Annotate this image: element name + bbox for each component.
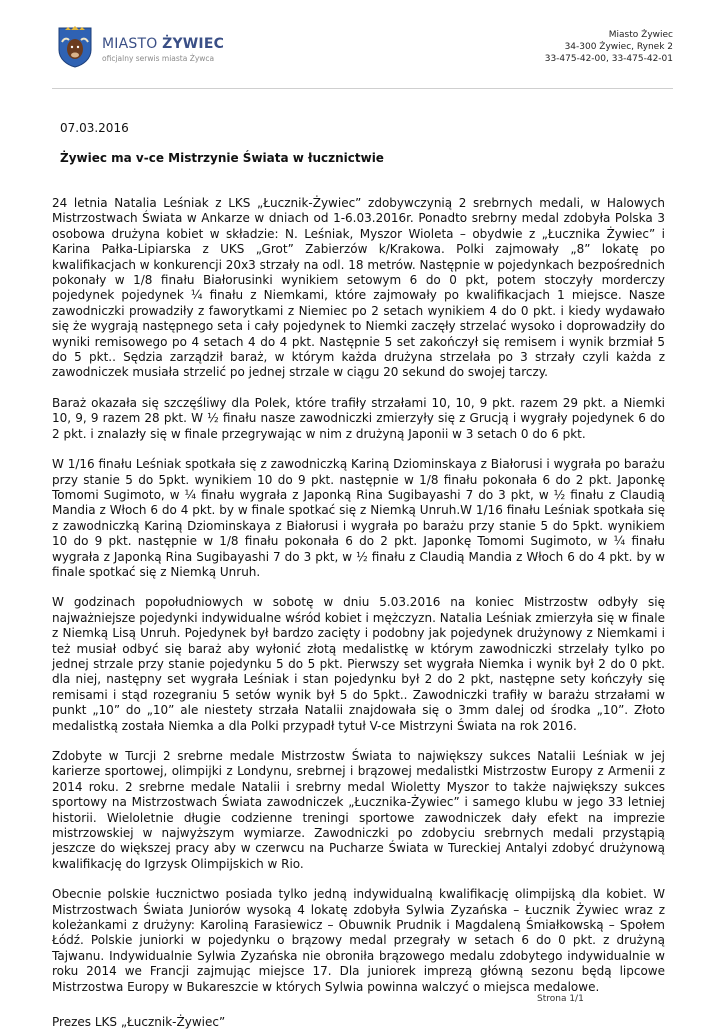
- brand-tagline: oficjalny serwis miasta Żywca: [102, 54, 215, 63]
- paragraph: W 1/16 finału Leśniak spotkała się z zawodniczką Kariną Dziominskaya z Białorusi i wygrała po barażu przy stanie 5 do 5pkt. wynikiem 10 do 9 pkt. następnie w 1/8 finału pokonała 6 do 2 pkt. Japonkę Tomomi Sugimoto, w ¼ finału wygrała z Japonką Rina Sugibayashi 7 do 3 pkt, w ½ finału z Claudią Mandia z Włoch 6 do 4 pkt. by w finale spotkać się z Niemką Unruh.W 1/16 finału Leśniak spotkała się z zawodniczką Kariną Dziominskaya z Białorusi i wygrała po barażu przy stanie 5 do 5pkt. wynikiem 10 do 9 pkt. następnie w 1/8 finału pokonała 6 do 2 pkt. Japonkę Tomomi Sugimoto, w ¼ finału wygrała z Japonką Rina Sugibayashi 7 do 3 pkt, w ½ finału z Claudią Mandia z Włoch 6 do 4 pkt. by w finale spotkać się z Niemką Unruh.: [52, 457, 665, 579]
- header-divider: [52, 88, 673, 89]
- coat-of-arms-icon: [56, 26, 94, 68]
- paragraph: 24 letnia Natalia Leśniak z LKS „Łucznik-Żywiec” zdobywczynią 2 srebrnych medali, w Halowych Mistrzostwach Świata w Ankarze w dniach od 1-6.03.2016r. Ponadto srebrny medal zdobyła Polska 3 osobowa drużyna kobiet w składzie: N. Leśniak, Myszor Wioleta – obydwie z „Łucznika Żywiec” i Karina Pałka-Lipiarska z UKS „Grot” Zabierzów k/Krakowa. Polki zajmowały „8” lokatę po kwalifikacjach w konkurencji 20x3 strzały na odl. 18 metrów. Następnie w pojedynkach bezpośrednich pokonały w 1/8 finału Białorusinki wynikiem setowym 6 do 0 pkt, potem stoczyły morderczy pojedynek pojedynek ¼ finału z Niemkami, które zajmowały po kwalifikacjach 1 miejsce. Nasze zawodniczki prowadziły z faworytkami z Niemiec po 2 setach wynikiem 4 do 0 pkt. i kiedy wydawało się że wygrają następnego seta i cały pojedynek to Niemki zaczęły strzelać wysoko i doprowadziły do wyniki remisowego po 4 setach 4 do 4 pkt. Następnie 5 set zakończył się remisem i wynik brzmiał 5 do 5 pkt.. Sędzia zarządził baraż, w którym każda drużyna strzelała po 3 strzały czyli każda z zawodniczek musiała strzelić po jednej strzale w ciągu 20 sekund do swojej tarczy.: [52, 196, 665, 380]
- address-phones: 33-475-42-00, 33-475-42-01: [544, 54, 673, 64]
- article-title: Żywiec ma v-ce Mistrzynie Świata w łucznictwie: [60, 151, 384, 165]
- address-city: Miasto Żywiec: [608, 30, 673, 40]
- paragraph: Obecnie polskie łucznictwo posiada tylko jedną indywidualną kwalifikację olimpijską dla kobiet. W Mistrzostwach Świata Juniorów wysoką 4 lokatę zdobyła Sylwia Zyzańska – Łucznik Żywiec wraz z koleżankami z drużyny: Karoliną Farasiewicz – Obuwnik Prudnik i Magdaleną Śmiałkowską – Społem Łódź. Polskie juniorki w pojedynku o brązowy medal przegrały w setach 6 do 0 pkt. z drużyną Tajwanu. Indywidualnie Sylwia Zyzańska nie obroniła brązowego medalu zdobytego indywidualnie w roku 2014 we Francji zajmując miejsce 17. Dla juniorek imprezą główną sezonu będą lipcowe Mistrzostwa Europy w Bukareszcie w których Sylwia powinna walczyć o miejsca medalowe.: [52, 887, 665, 994]
- city-address: [545, 29, 673, 65]
- address-street: 34-300 Żywiec, Rynek 2: [564, 42, 673, 52]
- page-number: Strona 1/1: [537, 994, 584, 1004]
- paragraph: W godzinach popołudniowych w sobotę w dniu 5.03.2016 na koniec Mistrzostw odbyły się najważniejsze pojedynki indywidualne wśród kobiet i mężczyzn. Natalia Leśniak zmierzyła się w finale z Niemką Lisą Unruh. Pojedynek był bardzo zacięty i podobny jak pojedynek drużynowy z Niemkami i też musiał odbyć się baraż aby wyłonić złotą medalistkę w którym zawodniczki strzelały tylko po jednej strzale przy stanie pojedynku 5 do 5 pkt. Pierwszy set wygrała Niemka i wynik był 2 do 0 pkt. dla niej, następny set wygrała Leśniak i stan pojedynku był 2 do 2 pkt, następne sety kończyły się remisami i stąd rozegraniu 5 setów wynik był 5 do 5pkt.. Zawodniczki trafiły w barażu strzałami w punkt „10” do „10” ale niestety strzała Natalii znajdowała się o 3mm dalej od środka „10”. Złoto medalistką została Niemka a dla Polki przypadł tytuł V-ce Mistrzyni Świata na rok 2016.: [52, 595, 665, 733]
- city-logo[interactable]: [56, 26, 236, 68]
- article-date: 07.03.2016: [60, 121, 129, 135]
- paragraph: Baraż okazała się szczęśliwy dla Polek, które trafiły strzałami 10, 10, 9 pkt. razem 29 pkt. a Niemki 10, 9, 9 razem 28 pkt. W ½ finału nasze zawodniczki zmierzyły się z Grucją i wygrały pojedynek 6 do 2 pkt. i znalazły się w finale przegrywając w nim z drużyną Japonii w 3 setach 0 do 6 pkt.: [52, 395, 665, 441]
- paragraph: Zdobyte w Turcji 2 srebrne medale Mistrzostw Świata to największy sukces Natalii Leśniak w jej karierze sportowej, olimpijki z Londynu, srebrnej i brązowej medalistki Mistrzostw Europy z Armenii z 2014 roku. 2 srebrne medale Natalii i srebrny medal Wioletty Myszor to także największy sukces sportowy na Mistrzostwach Świata zawodniczek „Łucznika-Żywiec” i samego klubu w jego 33 letniej historii. Wieloletnie długie codzienne treningi sportowe zawodniczek dały efekt na imprezie mistrzowskiej w najwyższym wymiarze. Zawodniczki po zdobyciu srebrnych medali przystąpią jeszcze do większej pracy aby w czerwcu na Pucharze Świata w Tureckiej Antalyi zdobyć drużynową kwalifikację do Igrzysk Olimpijskich w Rio.: [52, 749, 665, 871]
- brand-name: MIASTO ŻYWIEC: [102, 36, 225, 52]
- signature-line: Prezes LKS „Łucznik-Żywiec”: [52, 1015, 226, 1029]
- article-body: [52, 196, 665, 1010]
- document-header: [0, 0, 725, 90]
